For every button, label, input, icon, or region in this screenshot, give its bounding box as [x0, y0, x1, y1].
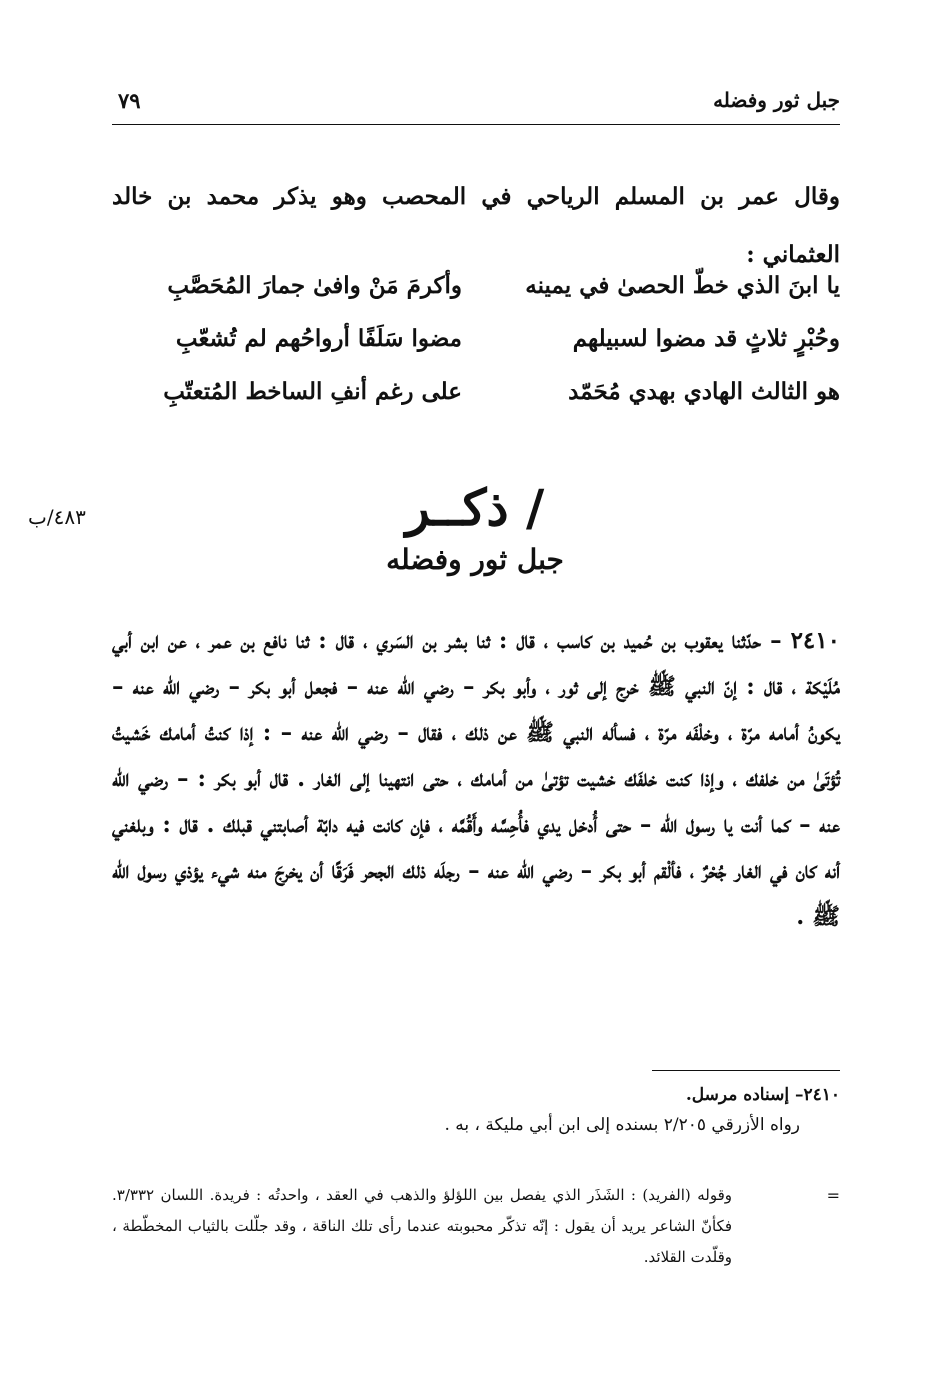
- verse-second-hemistich: على رغم أنفِ الساخط المُتعتّبِ: [163, 378, 462, 405]
- footnote-rule: [652, 1070, 840, 1071]
- poem-verse: [112, 378, 840, 431]
- running-head: جبل ثور وفضله: [713, 88, 840, 112]
- footnote-heading: ٢٤١٠– إسناده مرسل.: [685, 1085, 840, 1105]
- footnote-source: رواه الأزرقي ٢/٢٠٥ بسنده إلى ابن أبي مليكة ، به .: [444, 1115, 800, 1135]
- continued-footnote: [112, 1180, 840, 1273]
- poem-verse: [112, 272, 840, 325]
- section-heading-dhikr: / ذكــر: [405, 478, 545, 537]
- verse-second-hemistich: مضوا سَلَفًا أرواحُهم لم تُشعّبِ: [175, 325, 462, 352]
- verse-first-hemistich: يا ابنَ الذي خطّ الحصىٰ في يمينه: [525, 272, 840, 299]
- manuscript-folio-ref: ٤٨٣/ب: [28, 505, 86, 529]
- verse-first-hemistich: هو الثالث الهادي بهدي مُحَمّد: [568, 378, 840, 405]
- hadith-paragraph: ٢٤١٠ – حدّثنا يعقوب بن حُميد بن كاسب ، قال : ثنا بشر بن السَري ، قال : ثنا نافع بن عمر ، عن ابن أبي مُلَيْكة ، قال : إنّ النبي ﷺ خرج إلى ثور ، وأبو بكر – رضي الله عنه – فجعل أبو بكر – رضي الله عنه – يكونُ أمامه مرّة ، وخلْفَه مرّة ، فسأله النبي ﷺ عن ذلك ، فقال – رضي الله عنه – : إذا كنتُ أمامك خَشيتُ تُؤتَىٰ من خلفك ، وإذا كنت خلفَك خشيت تؤتىٰ من أمامك ، حتى انتهينا إلى الغار . قال أبو بكر : – رضي الله عنه – كما أنت يا رسول الله – حتى أُدخل يدي فأُحِسَّه وأَقُمَّه ، فإن كانت فيه دابّة أصابتني قبلك . قال : وبلغني أنه كان في الغار جُحْرٌ ، فألْقم أبو بكر – رضي الله عنه – رجلَه ذلك الجحر فَرَقًا أن يخرجَ منه شيء يؤذي رسول الله ﷺ .: [112, 627, 840, 930]
- verse-first-hemistich: وحُبْرٍ ثلاثٍ قد مضوا لسبيلهم: [572, 325, 840, 352]
- footnotes: [112, 1080, 840, 1140]
- poem: [112, 272, 840, 431]
- page-number: ٧٩: [118, 88, 141, 113]
- continued-footnote-text: وقوله (الفريد) : الشَذَر الذي يفصل بين اللؤلؤ والذهب في العقد ، واحدتُه : فريدة. اللسان ٣/٣٣٢. فكأنّ الشاعر يريد أن يقول : إنّه تذكّر محبوبته عندما رأى تلك الناقة ، وقد جلّلت بالثياب المخطّطة ، وقلّدت القلائد.: [112, 1186, 732, 1266]
- page-header: [112, 88, 840, 118]
- poem-verse: [112, 325, 840, 378]
- section-title: جبل ثور وفضله: [386, 543, 564, 576]
- continuation-mark: =: [826, 1186, 840, 1205]
- header-rule: [112, 124, 840, 125]
- verse-second-hemistich: وأكرمَ مَنْ وافىٰ جمارَ المُحَصَّبِ: [167, 272, 462, 299]
- intro-paragraph: وقال عمر بن المسلم الرياحي في المحصب وهو يذكر محمد بن خالد العثماني :: [112, 183, 840, 268]
